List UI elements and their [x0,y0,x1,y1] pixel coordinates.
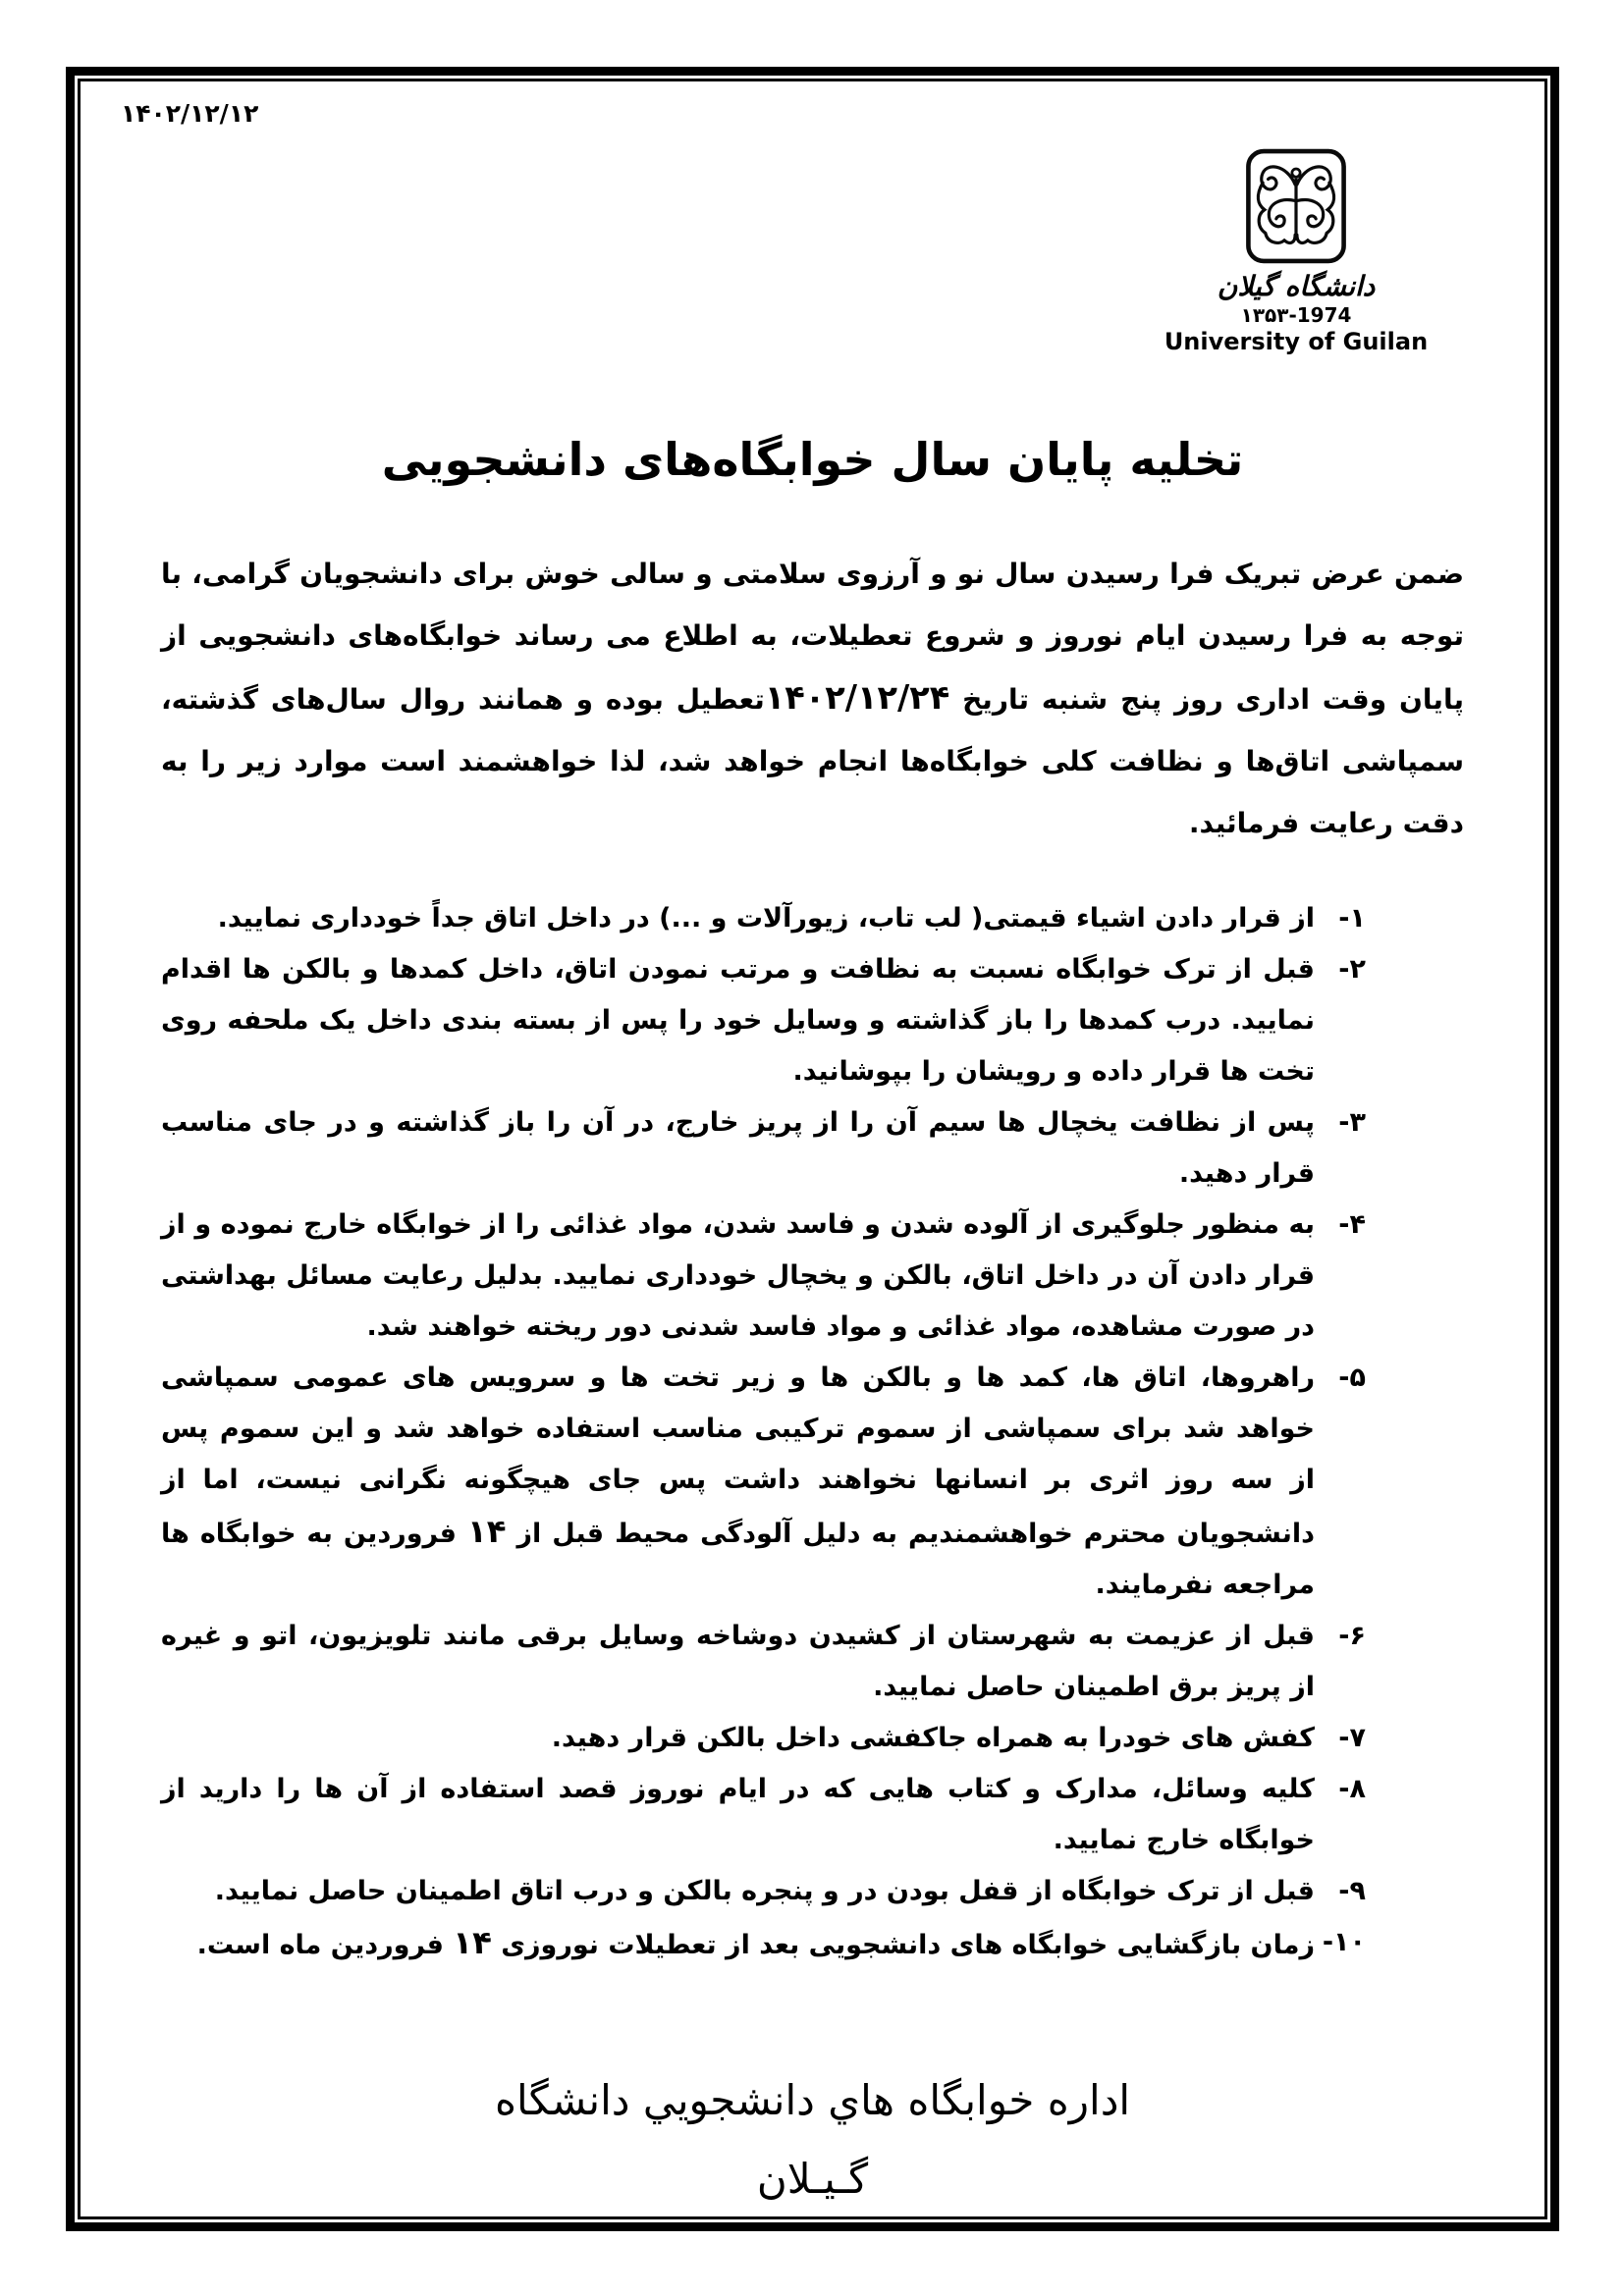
text-run: کلیه وسائل، مدارک و کتاب هایی که در ایام نوروز قصد استفاده از آن ها را دارید از خوابگاه خارج نمایید. [161,1774,1315,1855]
document-body [81,81,1544,2216]
emphasized-number: ۱۴۰۲/۱۲/۲۴ [764,678,950,717]
list-item-number: ۱- [1338,903,1366,934]
list-item-text [161,1200,1315,1353]
text-run: فروردین ماه است. [196,1930,454,1960]
university-name-farsi: دانشگاه گیلان [1217,270,1376,302]
list-item-number: ۶- [1338,1621,1366,1651]
list-item-number: ۲- [1338,954,1366,985]
signature-line-office: اداره خوابگاه هاي دانشجويي دانشگاه [494,2076,1131,2124]
page-border-frame [66,67,1559,2231]
list-item [161,1917,1464,1971]
list-item [161,1764,1464,1866]
list-item [161,1713,1464,1764]
list-item-number: ۷- [1338,1723,1366,1753]
list-item [161,893,1464,944]
text-run: ضمن عرض تبریک فرا رسیدن سال نو و آرزوی سلامتی و سالی خوش برای دانشجویان گرامی، با توجه به فرا رسیدن ایام نوروز و شروع تعطیلات، به اطلاع می رساند خوابگاه‌های دانشجویی از پایان وقت اداری روز پنج شنبه تاریخ [161,558,1464,716]
emphasized-number: ۱۴ [466,1513,507,1550]
instructions-list [161,893,1464,1971]
list-item-text [161,1917,1315,1971]
university-name-english: University of Guilan [1164,328,1429,355]
text-run: راهروها، اتاق ها، کمد ها و بالکن ها و زیر تخت ها و سرویس های عمومی سمپاشی خواهد شد برای سمپاشی از سموم ترکیبی مناسب استفاده خواهد شد و این سموم پس از سه روز اثری بر انسانها نخواهند داشت پس جای هیچگونه نگرانی نیست، اما از دانشجویان محترم خواهشمندیم به دلیل آلودگی محیط قبل از [161,1362,1315,1549]
list-item-number: ۳- [1338,1107,1366,1138]
document-date: ۱۴۰۲/۱۲/۱۲ [121,99,259,128]
list-item-number: ۹- [1338,1876,1366,1906]
list-item-text [161,1611,1315,1713]
list-item-text [161,1764,1315,1866]
signature-block [161,2061,1464,2218]
list-item-text [161,944,1315,1097]
list-item [161,1611,1464,1713]
signature-line-guilan: گـيـلان [756,2155,869,2203]
list-item [161,1097,1464,1200]
text-run: پس از نظافت یخچال ها سیم آن را از پریز خارج، در آن را باز گذاشته و در جای مناسب قرار دهید. [161,1107,1315,1189]
list-item-text [161,1713,1315,1764]
list-item-number: ۱۰- [1322,1927,1366,1957]
list-item [161,1200,1464,1353]
list-item-text [161,893,1315,944]
guilan-emblem-icon [1242,144,1350,268]
emphasized-number: ۱۴ [453,1924,492,1961]
list-item-number: ۵- [1338,1362,1366,1393]
text-run: قبل از ترک خوابگاه نسبت به نظافت و مرتب نمودن اتاق، داخل کمدها و بالکن ها اقدام نمایید. درب کمدها را باز گذاشته و وسایل خود را پس از بسته بندی داخل یک ملحفه روی تخت ها قرار داده و رویشان را بپوشانید. [161,954,1315,1087]
text-run: تعطیل بوده و همانند روال سال‌های گذشته، سمپاشی اتاق‌ها و نظافت کلی خوابگاه‌ها انجام خواهد شد، لذا خواهشمند است موارد زیر را به دقت رعایت فرمائید. [161,683,1464,839]
list-item-text [161,1866,1315,1917]
list-item-number: ۸- [1338,1774,1366,1804]
text-run: کفش های خودرا به همراه جاکفشی داخل بالکن قرار دهید. [551,1723,1315,1753]
list-item-number: ۴- [1338,1209,1366,1240]
text-run: قبل از ترک خوابگاه از قفل بودن در و پنجره بالکن و درب اتاق اطمینان حاصل نمایید. [214,1876,1315,1906]
list-item-text [161,1353,1315,1611]
list-item [161,1353,1464,1611]
page-title: تخلیه پایان سال خوابگاه‌های دانشجویی [381,433,1244,486]
text-run: فروردین به خوابگاه ها مراجعه نفرمایند. [161,1519,1315,1600]
list-item [161,944,1464,1097]
text-run: قبل از عزیمت به شهرستان از کشیدن دوشاخه وسایل برقی مانند تلویزیون، اتو و غیره از پریز برق اطمینان حاصل نمایید. [161,1621,1315,1702]
text-run: از قرار دادن اشیاء قیمتی( لب تاب، زیورآلات و ...) در داخل اتاق جداً خودداری نمایید. [217,903,1315,934]
list-item-text [161,1097,1315,1200]
university-founding-years: ۱۳۵۳-1974 [1240,303,1352,327]
university-of-guilan-logo [1164,144,1429,356]
text-run: زمان بازگشایی خوابگاه های دانشجویی بعد از تعطیلات نوروزی [491,1930,1315,1960]
list-item [161,1866,1464,1917]
intro-paragraph [161,543,1464,854]
text-run: به منظور جلوگیری از آلوده شدن و فاسد شدن، مواد غذائی را از خوابگاه خارج نموده و از قرار دادن آن در داخل اتاق، بالکن و یخچال خودداری نمایید. بدلیل رعایت مسائل بهداشتی در صورت مشاهده، مواد غذائی و مواد فاسد شدنی دور ریخته خواهند شد. [161,1209,1315,1342]
page-border-inner-rule [78,79,1547,2219]
